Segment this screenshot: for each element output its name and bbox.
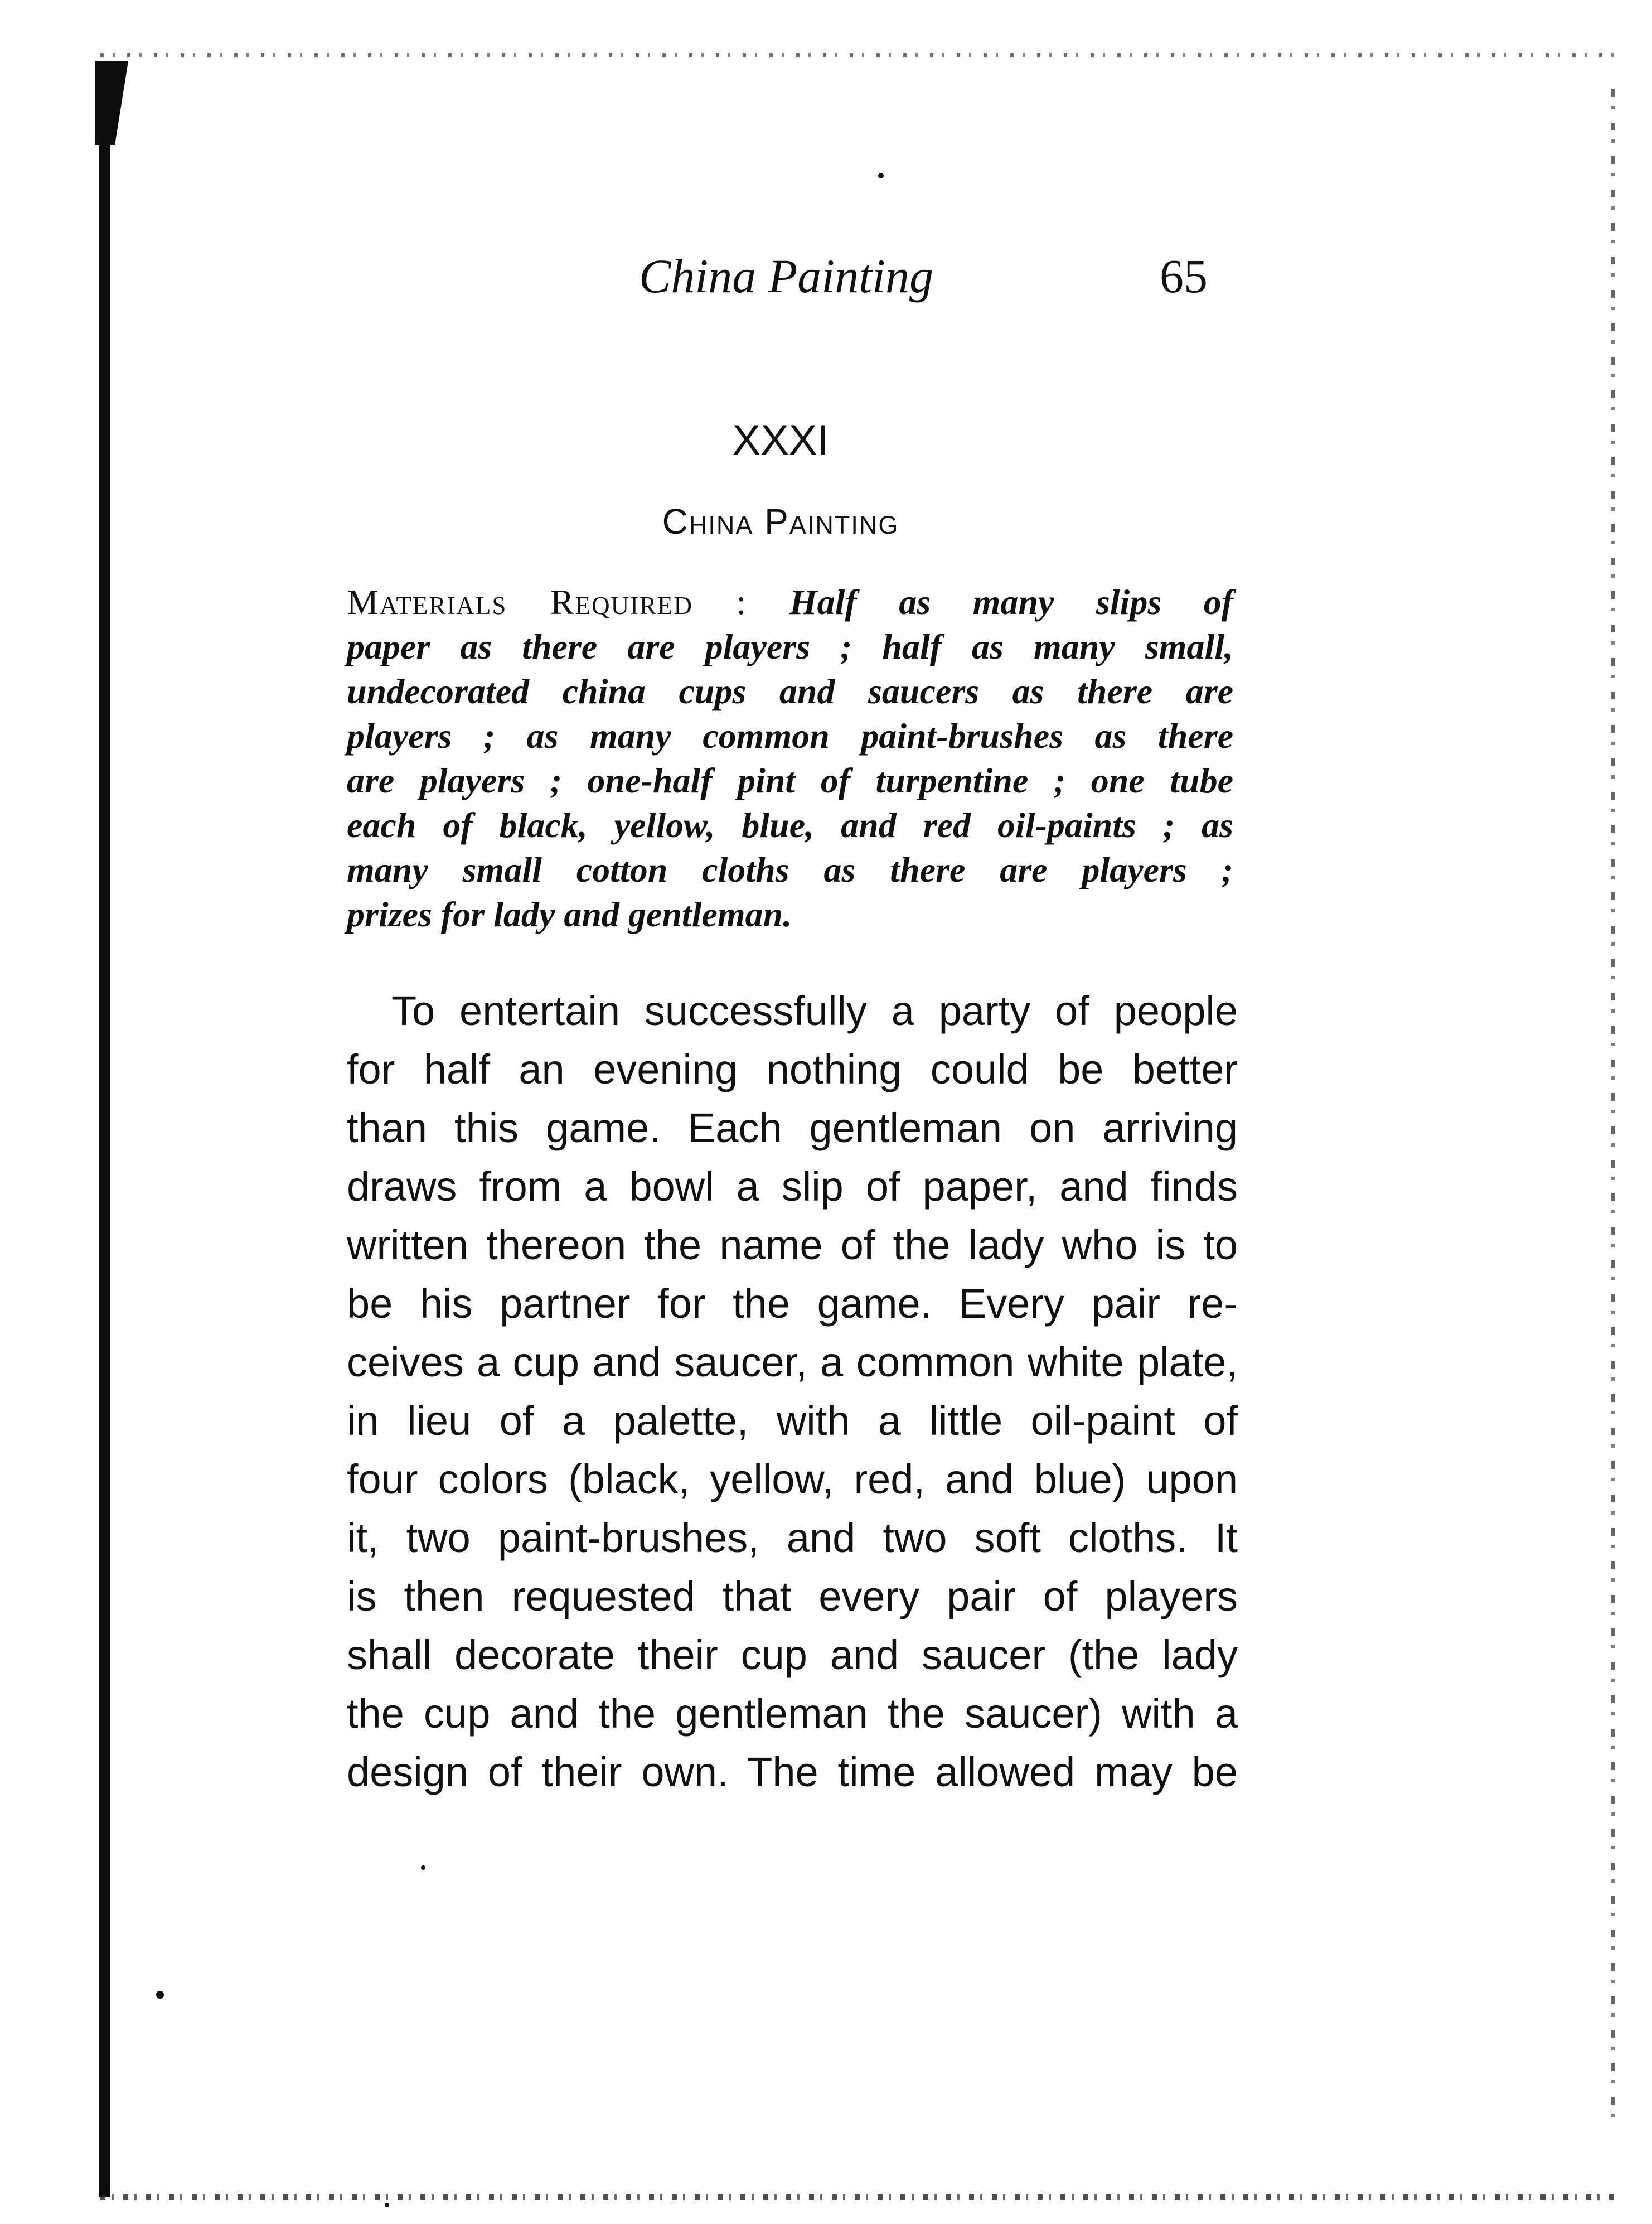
body-line: design of their own. The time allowed may be <box>347 1749 1238 1795</box>
body-line: be his partner for the game. Every pair re- <box>347 1280 1238 1327</box>
body-line: it, two paint-brushes, and two soft cloths. It <box>347 1515 1238 1561</box>
body-line: ceives a cup and saucer, a common white plate, <box>347 1339 1238 1385</box>
materials-line: are players ; one-half pint of turpentine ; one tube <box>347 761 1233 800</box>
chapter-title: China Painting <box>662 501 899 542</box>
body-line: four colors (black, yellow, red, and blue) upon <box>347 1456 1238 1502</box>
scan-speck <box>156 1991 164 1999</box>
page-number: 65 <box>1160 249 1208 303</box>
body-line: To entertain successfully a party of people <box>391 988 1238 1034</box>
body-line: is then requested that every pair of players <box>347 1573 1238 1619</box>
body-line: draws from a bowl a slip of paper, and finds <box>347 1163 1238 1210</box>
materials-line: prizes for lady and gentleman. <box>347 895 792 934</box>
materials-line: undecorated china cups and saucers as there are <box>347 671 1233 711</box>
body-line: written thereon the name of the lady who is to <box>347 1222 1238 1268</box>
materials-required <box>347 580 1233 937</box>
page-bottom-edge <box>100 2194 1617 2200</box>
page-binding-notch <box>95 61 128 145</box>
body-paragraph <box>347 982 1238 1801</box>
materials-line: paper as there are players ; half as many small, <box>347 627 1233 666</box>
materials-lead: Materials Required : <box>347 582 748 622</box>
page-right-edge <box>1611 89 1615 2125</box>
body-line: than this game. Each gentleman on arriving <box>347 1105 1238 1151</box>
scan-speck <box>385 2203 389 2207</box>
body-line: shall decorate their cup and saucer (the lady <box>347 1632 1238 1678</box>
materials-line: players ; as many common paint-brushes as there <box>347 716 1233 756</box>
page-binding-shadow <box>99 61 110 2197</box>
body-line: in lieu of a palette, with a little oil-paint of <box>347 1398 1238 1444</box>
materials-line: each of black, yellow, blue, and red oil-paints ; as <box>347 805 1233 845</box>
chapter-number: XXXI <box>732 417 829 464</box>
body-line: the cup and the gentleman the saucer) with a <box>347 1690 1238 1737</box>
materials-line: many small cotton cloths as there are players ; <box>347 850 1233 889</box>
running-title: China Painting <box>639 249 933 303</box>
scan-speck <box>878 173 884 178</box>
materials-text: Half as many slips of <box>789 582 1234 622</box>
body-line: for half an evening nothing could be better <box>347 1046 1238 1092</box>
materials-line <box>347 580 1233 625</box>
page-top-edge <box>100 53 1617 57</box>
scan-speck <box>421 1865 425 1870</box>
